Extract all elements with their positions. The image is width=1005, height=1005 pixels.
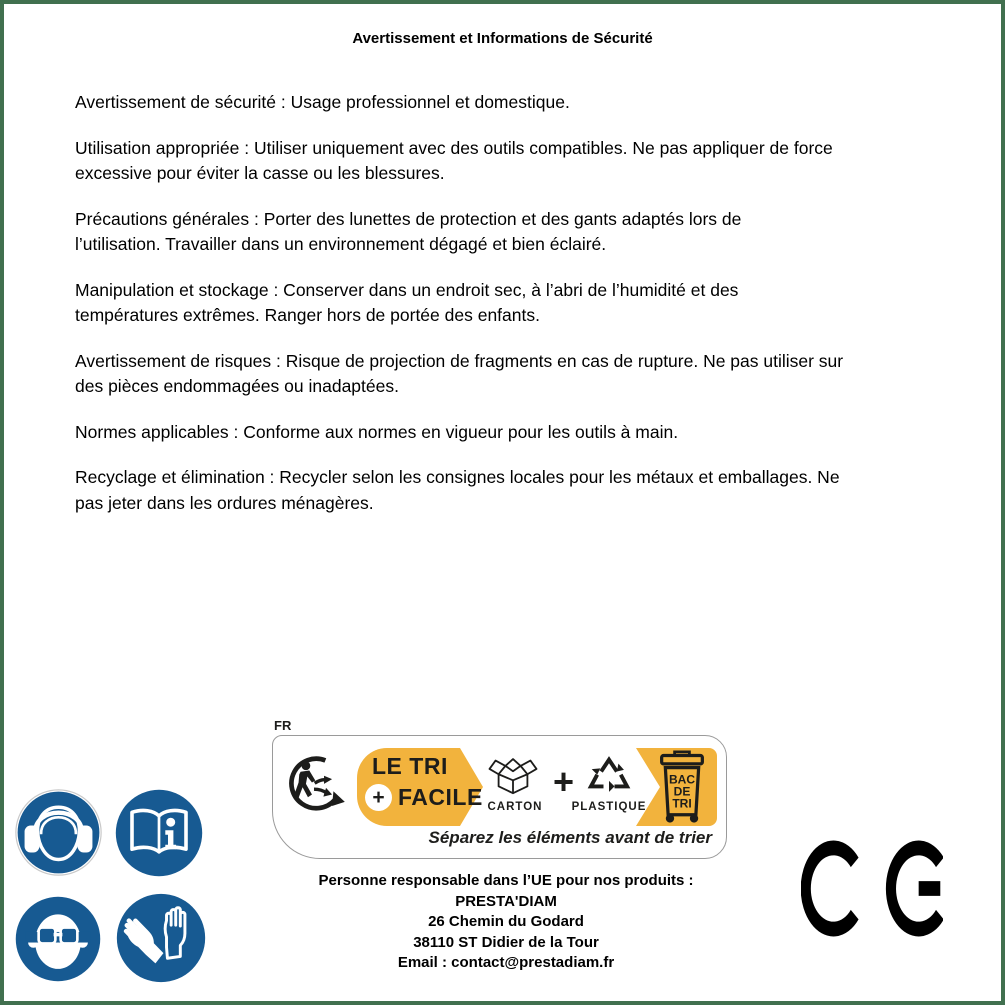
plastic-recycle-icon [583, 755, 635, 804]
facile-text: FACILE [398, 784, 483, 810]
paragraph-recycling [75, 465, 949, 516]
triman-sorting-label [272, 718, 727, 859]
address-city: 38110 ST Didier de la Tour [413, 933, 599, 951]
contact-email: Email : contact@prestadiam.fr [397, 954, 615, 972]
text-line: Recyclage et élimination : Recycler selon les consignes locales pour les métaux et emballages. Ne [75, 467, 840, 487]
tri-facile-band [357, 748, 717, 826]
triman-frame [272, 735, 727, 859]
ce-marking-icon [801, 840, 943, 942]
plus-badge: + [365, 784, 392, 811]
text-line: Normes applicables : Conforme aux normes en vigueur pour les outils à main. [75, 421, 679, 442]
text-line: Précautions générales : Porter des lunettes de protection et des gants adaptés lors de [75, 208, 742, 229]
text-line: des pièces endommagées ou inadaptées. [75, 376, 399, 396]
le-tri-text: LE TRI [372, 753, 448, 779]
text-line: Utilisation appropriée : Utiliser uniquement avec des outils compatibles. Ne pas appliquer de force [75, 137, 833, 158]
eu-responsible-block [252, 871, 760, 974]
responsible-intro: Personne responsable dans l’UE pour nos produits : [318, 872, 694, 889]
ear-protection-icon [15, 789, 102, 881]
text-line: températures extrêmes. Ranger hors de portée des enfants. [75, 305, 540, 325]
text-line: Avertissement de risques : Risque de projection de fragments en cas de rupture. Ne pas utiliser sur [75, 350, 844, 371]
eye-protection-icon [14, 895, 102, 988]
plus-joiner: + [553, 761, 575, 802]
carton-label: CARTON [487, 801, 543, 813]
sorting-tagline: Séparez les éléments avant de trier [428, 828, 712, 847]
read-manual-icon [114, 788, 204, 883]
paragraph-appropriate-use [75, 136, 949, 187]
country-code-label: FR [274, 718, 292, 733]
protective-gloves-icon [115, 892, 207, 989]
paragraph-safety-warning [75, 90, 949, 116]
plastique-label: PLASTIQUE [571, 801, 647, 813]
paragraph-general-precautions [75, 207, 949, 258]
safety-paragraphs [75, 90, 949, 536]
paragraph-applicable-standards [75, 420, 949, 446]
text-line: l’utilisation. Travailler dans un environnement dégagé et bien éclairé. [75, 234, 607, 254]
text-line: Manipulation et stockage : Conserver dans un endroit sec, à l’abri de l’humidité et des [75, 279, 739, 300]
paragraph-risk-warning [75, 349, 949, 400]
paragraph-handling-storage [75, 278, 949, 329]
page-title: Avertissement et Informations de Sécurité [352, 30, 653, 47]
text-line: Avertissement de sécurité : Usage professionnel et domestique. [75, 92, 570, 112]
company-name: PRESTA'DIAM [455, 892, 557, 910]
bin-text-tri: TRI [672, 796, 692, 811]
bin-text-bac: BAC [668, 772, 696, 787]
carton-box-icon [479, 753, 547, 805]
bin-text-de: DE [673, 784, 691, 799]
sorting-bin-icon [656, 750, 708, 829]
triman-icon [285, 749, 349, 821]
text-line: pas jeter dans les ordures ménagères. [75, 492, 374, 513]
address-street: 26 Chemin du Godard [428, 913, 584, 931]
text-line: excessive pour éviter la casse ou les blessures. [75, 163, 445, 183]
